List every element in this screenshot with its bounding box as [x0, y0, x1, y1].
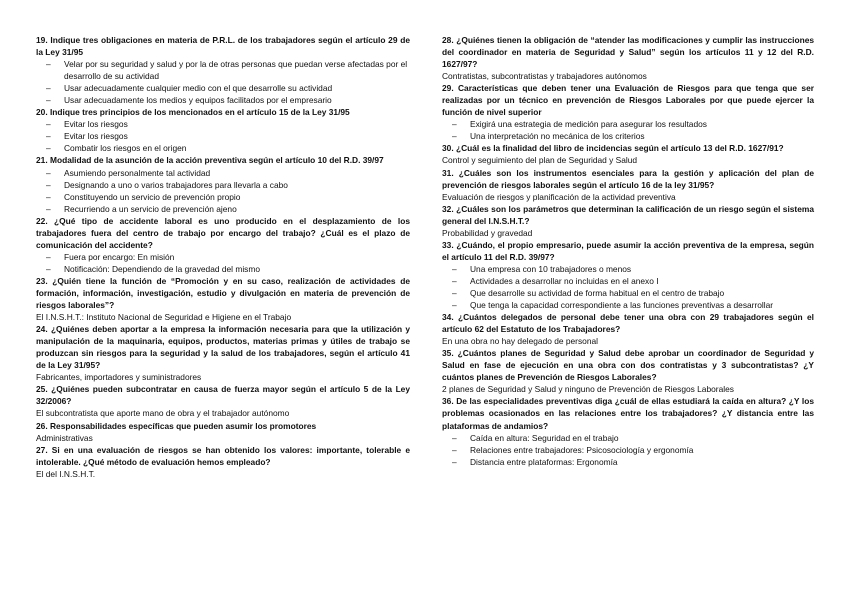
- answer-28: Contratistas, subcontratistas y trabajadores autónomos: [442, 71, 647, 82]
- list-item: – Caída en altura: Seguridad en el trabajo: [442, 432, 814, 444]
- list-item: – Velar por su seguridad y salud y por la de otras personas que puedan verse afectadas por el desarrollo de su actividad: [36, 58, 410, 82]
- question-20: 20. Indique tres principios de los mencionados en el artículo 15 de la Ley 31/95: [36, 107, 350, 118]
- list-item: – Evitar los riesgos: [36, 118, 410, 130]
- question-19: 19. Indique tres obligaciones en materia de P.R.L. de los trabajadores según el artículo 29 de la Ley 31/95: [36, 35, 411, 58]
- question-22: 22. ¿Qué tipo de accidente laboral es uno producido en el desplazamiento de los trabajadores fuera del centro de trabajo por encargo del trabajo? ¿Cuál es el plazo de comunicación del accidente?: [36, 215, 410, 250]
- list-item: – Distancia entre plataformas: Ergonomía: [442, 456, 814, 468]
- question-35: 35. ¿Cuántos planes de Seguridad y Salud debe aprobar un coordinador de Seguridad y Salud en fase de ejecución en una obra con dos contratistas y 3 subcontratistas? ¿Y cuántos planes de Prevención de Riesgos Laborales?: [442, 348, 815, 383]
- answer-32: Probabilidad y gravedad: [442, 227, 533, 238]
- question-33: 33. ¿Cuándo, el propio empresario, puede asumir la acción preventiva de la empresa, según el artículo 11 del R.D. 39/97?: [442, 239, 814, 262]
- answer-list-21: [36, 167, 410, 215]
- answer-27: El del I.N.S.H.T.: [36, 468, 96, 479]
- list-item: – Notificación: Dependiendo de la gravedad del mismo: [36, 263, 410, 275]
- list-item: – Combatir los riesgos en el origen: [36, 142, 410, 154]
- question-21: 21. Modalidad de la asunción de la acción preventiva según el artículo 10 del R.D. 39/97: [36, 155, 384, 166]
- question-23: 23. ¿Quién tiene la función de “Promoción y en su caso, realización de actividades de formación, información, investigación, estudio y divulgación en materia de prevención de riesgos laborales”?: [36, 275, 410, 311]
- question-25: 25. ¿Quiénes pueden subcontratar en causa de fuerza mayor según el artículo 5 de la Ley 32/2006?: [36, 384, 410, 407]
- list-item: – Una interpretación no mecánica de los criterios: [442, 130, 814, 142]
- list-item: – Recurriendo a un servicio de prevención ajeno: [36, 203, 410, 215]
- list-item: – Una empresa con 10 trabajadores o menos: [442, 263, 814, 275]
- list-item: – Usar adecuadamente los medios y equipos facilitados por el empresario: [36, 94, 410, 106]
- answer-23: El I.N.S.H.T.: Instituto Nacional de Seguridad e Higiene en el Trabajo: [36, 312, 292, 323]
- answer-31: Evaluación de riesgos y planificación de la actividad preventiva: [442, 191, 676, 202]
- list-item: – Asumiendo personalmente tal actividad: [36, 167, 410, 179]
- left-column: [36, 34, 410, 480]
- answer-list-33: [442, 263, 814, 311]
- list-item: – Que desarrolle su actividad de forma habitual en el centro de trabajo: [442, 287, 814, 299]
- question-27: 27. Si en una evaluación de riesgos se han obtenido los valores: importante, tolerable e intolerable. ¿Qué método de evaluación hemos empleado?: [36, 444, 410, 467]
- list-item: – Usar adecuadamente cualquier medio con el que desarrolle su actividad: [36, 82, 410, 94]
- answer-list-20: [36, 118, 410, 154]
- list-item: – Constituyendo un servicio de prevención propio: [36, 191, 410, 203]
- right-column: [442, 34, 814, 468]
- list-item: – Actividades a desarrollar no incluidas en el anexo I: [442, 275, 814, 287]
- question-28: 28. ¿Quiénes tienen la obligación de “atender las modificaciones y cumplir las instrucciones del coordinador en materia de Seguridad y Salud” según los artículos 11 y 12 del R.D. 1627/97?: [442, 35, 815, 70]
- answer-list-36: [442, 432, 814, 468]
- question-36: 36. De las especialidades preventivas diga ¿cuál de ellas estudiará la caída en altura? ¿Y los problemas ocasionados en las relaciones entre los trabajadores? ¿Y distancia entre las plataformas de andamios?: [442, 396, 814, 431]
- list-item: – Designando a uno o varios trabajadores para llevarla a cabo: [36, 179, 410, 191]
- answer-24: Fabricantes, importadores y suministradores: [36, 372, 202, 383]
- list-item: – Que tenga la capacidad correspondiente a las funciones preventivas a desarrollar: [442, 299, 814, 311]
- question-31: 31. ¿Cuáles son los instrumentos esenciales para la gestión y aplicación del plan de prevención de riesgos laborales según el artículo 16 de la ley 31/95?: [442, 167, 814, 190]
- list-item: – Fuera por encargo: En misión: [36, 251, 410, 263]
- list-item: – Exigirá una estrategia de medición para asegurar los resultados: [442, 118, 814, 130]
- question-30: 30. ¿Cuál es la finalidad del libro de incidencias según el artículo 13 del R.D. 1627/91?: [442, 143, 784, 154]
- answer-34: En una obra no hay delegado de personal: [442, 336, 598, 347]
- list-item: – Relaciones entre trabajadores: Psicosociología y ergonomía: [442, 444, 814, 456]
- answer-25: El subcontratista que aporte mano de obra y el trabajador autónomo: [36, 408, 290, 419]
- question-29: 29. Características que deben tener una Evaluación de Riesgos para que tenga que ser realizadas por un técnico en prevención de Riesgos Laborales por que puede ejercer la función de nivel superior: [442, 83, 814, 118]
- list-item: – Evitar los riesgos: [36, 130, 410, 142]
- question-34: 34. ¿Cuántos delegados de personal debe tener una obra con 29 trabajadores según el artículo 62 del Estatuto de los Trabajadores?: [442, 312, 814, 335]
- question-26: 26. Responsabilidades específicas que pueden asumir los promotores: [36, 420, 317, 431]
- answer-list-22: [36, 251, 410, 275]
- answer-list-19: [36, 58, 410, 106]
- answer-30: Control y seguimiento del plan de Seguridad y Salud: [442, 155, 638, 166]
- answer-list-29: [442, 118, 814, 142]
- question-24: 24. ¿Quiénes deben aportar a la empresa la información necesaria para que la utilización y manipulación de la maquinaria, equipos, productos, materias primas y útiles de trabajo se produzcan sin riesgos para la seguridad y la salud de los trabajadores, según el artículo 41 de la Ley 31/95?: [36, 324, 410, 371]
- question-32: 32. ¿Cuáles son los parámetros que determinan la calificación de un riesgo según el sistema general del I.N.S.H.T.?: [442, 203, 814, 226]
- answer-35: 2 planes de Seguridad y Salud y ninguno de Prevención de Riesgos Laborales: [442, 384, 734, 395]
- answer-26: Administrativas: [36, 432, 93, 443]
